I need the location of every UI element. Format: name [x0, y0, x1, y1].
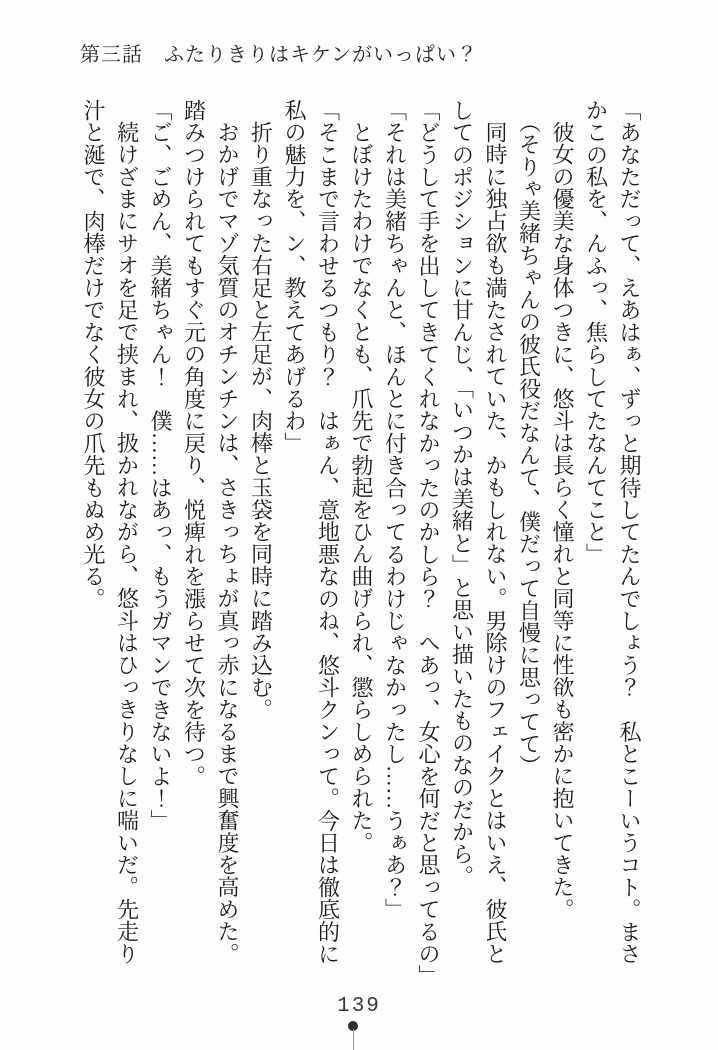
paragraph-dialogue: 「どうして手を出してきてくれなかったのかしら？ へあっ、女心を何だと思ってるの」: [416, 99, 441, 987]
paragraph-thought: （そりゃ美緒ちゃんの彼氏役だなんて、僕だって自慢に思ってて）: [516, 111, 542, 778]
paragraph-narration: 続けざまにサオを足で挟まれ、扱かれながら、悠斗はひっきりなしに喘いだ。先走り汁と涎で、肉棒だけでなく彼女の爪先もぬめ光る。: [81, 99, 140, 965]
paragraph-narration: とぼけたわけでなくとも、爪先で勃起をひん曲げられ、懲らしめられた。: [349, 121, 374, 854]
paragraph-dialogue: 「あなただって、えあはぁ、ずっと期待してたんでしょう？ 私とこーいうコト。まさかこの私を、んふっ、焦らしてたなんてこと」: [583, 99, 642, 965]
paragraph-narration: 同時に独占欲も満たされていた、かもしれない。男除けのフェイクとはいえ、彼氏としてのポジションに甘んじ、「いつかは美緒と」と思い描いたものなのだから。: [449, 99, 508, 965]
body-text: [77, 99, 647, 985]
paragraph-narration: 折り重なった右足と左足が、肉棒と玉袋を同時に踏み込む。: [248, 121, 274, 721]
running-header: 第三話 ふたりきりはキケンがいっぱい？: [80, 44, 478, 66]
page-number: 139: [337, 995, 381, 1018]
paragraph-narration: 彼女の優美な身体つきに、悠斗は長らく憧れと同等に性欲も密かに抱いてきた。: [550, 121, 575, 921]
paragraph-dialogue: 「ご、ごめん、美緒ちゃん！ 僕……はあっ、もうガマンできないよ！」: [148, 99, 173, 832]
paragraph-narration: おかげでマゾ気質のオチンチンは、さきっちょが真っ赤になるまで興奮度を高めた。踏みつけられてもすぐ元の角度に戻り、悦痺れを漲らせて次を待つ。: [181, 99, 240, 965]
paragraph-dialogue: 「そこまで言わせるつもり？ はぁん、意地悪なのね、悠斗クンって。今日は徹底的に私の魅力を、ン、教えてあげるわ」: [282, 99, 341, 965]
paragraph-dialogue: 「それは美緒ちゃんと、ほんとに付き合ってるわけじゃなかったし……うぁあ？」: [382, 99, 408, 921]
binding-mark-line: [353, 1029, 355, 1050]
